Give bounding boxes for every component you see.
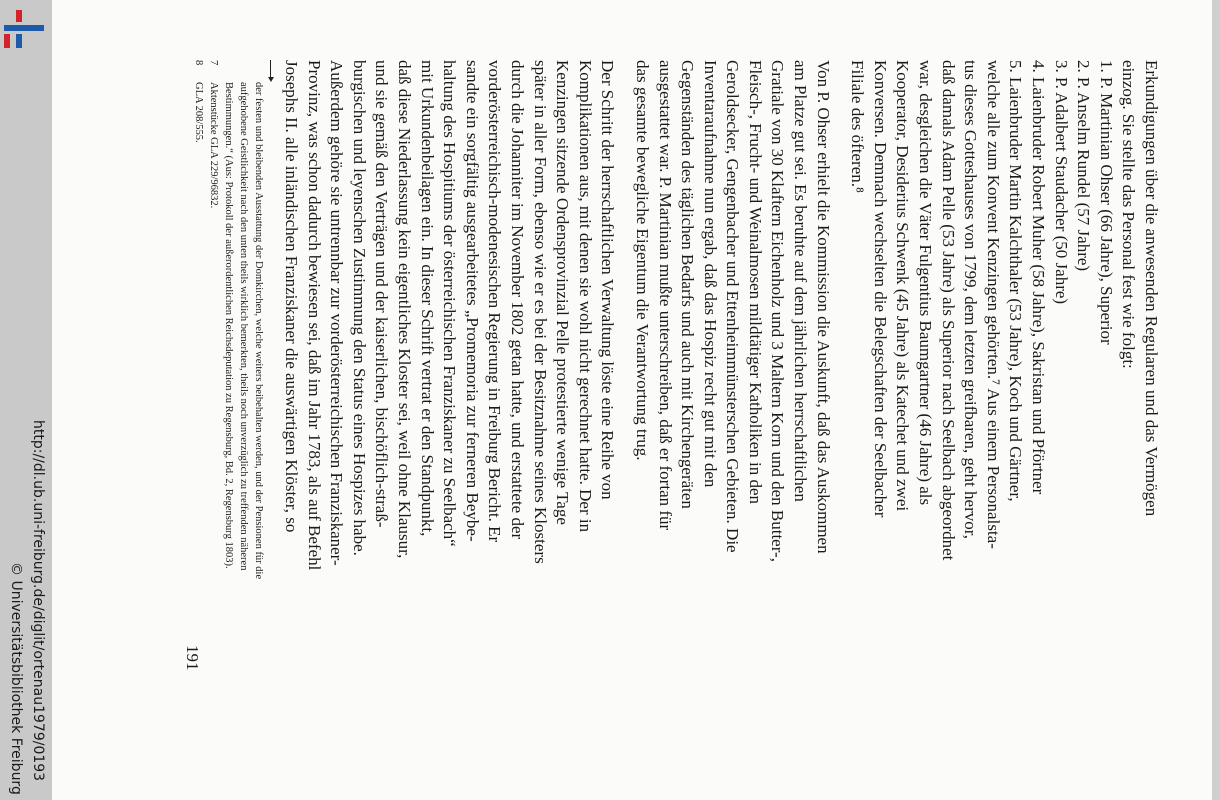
text-line: burgischen und leyenschen Zustimmung den Status eines Hospizes habe. (349, 60, 369, 556)
text-line: Konversen. Demnach wechselten die Belegschaften der Seelbacher (870, 60, 890, 518)
watermark-url[interactable]: http://dl.ub.uni-freiburg.de/diglit/ortenau1979/0193 (30, 420, 46, 782)
text-line: Der Schritt der herrschaftlichen Verwaltung löste eine Reihe von (598, 60, 618, 500)
footnote-line: der festen und bleibenden Ausstattung der Domkirchen, welche weiters beibehalten werden, und der Pensionen für die (253, 82, 265, 580)
text-line: ausgestattet war. P. Martinian mußte unterschreiben, daß er fortan für (655, 60, 675, 531)
footnote-number: 8 (193, 60, 205, 66)
text-line: Inventaraufnahme nun ergab, daß das Hospiz recht gut mit den (700, 60, 720, 488)
text-line: 1. P. Martinian Ohser (66 Jahre), Superior (1096, 60, 1116, 345)
text-line: daß damals Adam Pelle (53 Jahre) als Superior nach Seelbach abgeordnet (938, 60, 958, 561)
text-line: Von P. Ohser erhielt die Kommission die Auskunft, daß das Auskommen (813, 60, 833, 554)
footnote-line: Bestimmungen.“ (Aus: Protokoll der außerordentlichen Reichsdeputation zu Regensburg, Bd. 2, Regensburg 1803). (223, 82, 235, 569)
footnote-number: 7 (208, 60, 220, 66)
footnotes (191, 60, 266, 720)
text-line: das gesamte bewegliche Eigentum die Verantwortung trug. (632, 60, 652, 461)
text-line: 2. P. Anselm Rundel (57 Jahre) (1074, 60, 1094, 272)
text-line: Erkundigungen über die anwesenden Regularen und das Vermögen (1142, 60, 1161, 517)
page-right-edge (1212, 0, 1220, 800)
text-line: durch die Johanniter im November 1802 getan hatte, und erstattete der (507, 60, 527, 540)
text-line: Kenzingen sitzende Ordensprovinzial Pelle protestierte wenige Tage (553, 60, 573, 525)
paragraph-2 (630, 60, 833, 720)
text-line: Gratiale von 30 Klaftern Eichenholz und 3 Maltern Korn und den Butter-, (768, 60, 788, 562)
footnote-rule (270, 60, 271, 78)
text-line: Kooperator, Desiderius Schwenk (45 Jahre) als Katechet und zwei (893, 60, 913, 512)
text-line: tus dieses Gotteshauses von 1799, dem letzten greifbaren, geht hervor, (961, 60, 981, 539)
text-line: Josephs II. alle inländischen Franziskaner die auswärtigen Klöster, so (282, 60, 302, 533)
text-line: 5. Laienbruder Martin Kalchthaler (53 Jahre), Koch und Gärtner, (1006, 60, 1026, 502)
scanned-page (52, 0, 1212, 800)
watermark-copyright: © Universitätsbibliothek Freiburg (8, 562, 24, 795)
text-line: am Platze gut sei. Es beruhte auf dem jährlichen herrschaftlichen (791, 60, 811, 502)
page-content (112, 60, 1162, 720)
watermark (0, 0, 52, 800)
paragraph-3 (279, 60, 618, 720)
footnote-7 (206, 60, 221, 720)
text-line: Provinz, was schon dadurch bewiesen sei, daß im Jahr 1783, als auf Befehl (304, 60, 324, 571)
text-line: einzog. Sie stellte das Personal fest wie folgt: (1119, 60, 1139, 369)
text-line: 4. Laienbruder Robert Muher (58 Jahre), Sakristan und Pförtner (1029, 60, 1049, 495)
viewer-sidebar (0, 0, 52, 800)
text-line: und sie gemäß den Verträgen und der kaiserlichen, bischöflich-straß- (372, 60, 392, 528)
text-line: später in aller Form, ebenso wie er es bei der Besitznahme seines Klosters (530, 60, 550, 564)
text-line: haltung des Hospitiums der österreichischen Franziskaner zu Seelbach“ (440, 60, 460, 547)
footnote-text: Aktenstücke GLA 229/96832. (208, 82, 220, 209)
text-line: Geroldsecker, Gengenbacher und Ettenheimmünsterschen Gebieten. Die (723, 60, 743, 553)
footnote-line: aufgehobene Geistlichkeit nach den unten theils wirklich bemerkten, theils noch unverzüglich zu treffenden näheren (238, 82, 250, 571)
text-line: Außerdem gehöre sie untrennbar zur vorderösterreichischen Franziskaner- (327, 60, 347, 566)
text-line: 3. P. Adalbert Staudacher (50 Jahre) (1051, 60, 1071, 305)
text-line: Fleisch-, Frucht- und Weinalmosen mildtätiger Katholiken in den (745, 60, 765, 505)
page-number: 191 (183, 645, 202, 671)
text-line: Gegenständen des täglichen Bedarfs und auch mit Kirchengeräten (678, 60, 698, 509)
text-line: sandte ein sorgfältig ausgearbeitetes „Promemoria zur ferneren Beybe- (462, 60, 482, 542)
text-line: welche alle zum Konvent Kenzingen gehörten.⁷ Aus einem Personalsta- (983, 60, 1003, 549)
text-line: Filiale des öfteren.⁸ (848, 60, 868, 193)
paragraph-1 (846, 60, 1162, 720)
footnote-8 (191, 60, 206, 720)
text-line: mit Urkundenbeilagen ein. In dieser Schrift vertrat er den Standpunkt, (417, 60, 437, 537)
text-line: daß diese Niederlassung kein eigentliches Kloster sei, weil ohne Klausur, (395, 60, 414, 559)
text-line: Komplikationen aus, mit denen sie wohl nicht gerechnet hatte. Der in (575, 60, 595, 533)
text-line: war, desgleichen die Väter Fulgentius Baumgartner (46 Jahre) als (916, 60, 936, 506)
text-line: vorderösterreichisch-modenesischen Regierung in Freiburg Bericht. Er (485, 60, 505, 543)
footnote-text: GLA 208/555. (193, 82, 205, 143)
